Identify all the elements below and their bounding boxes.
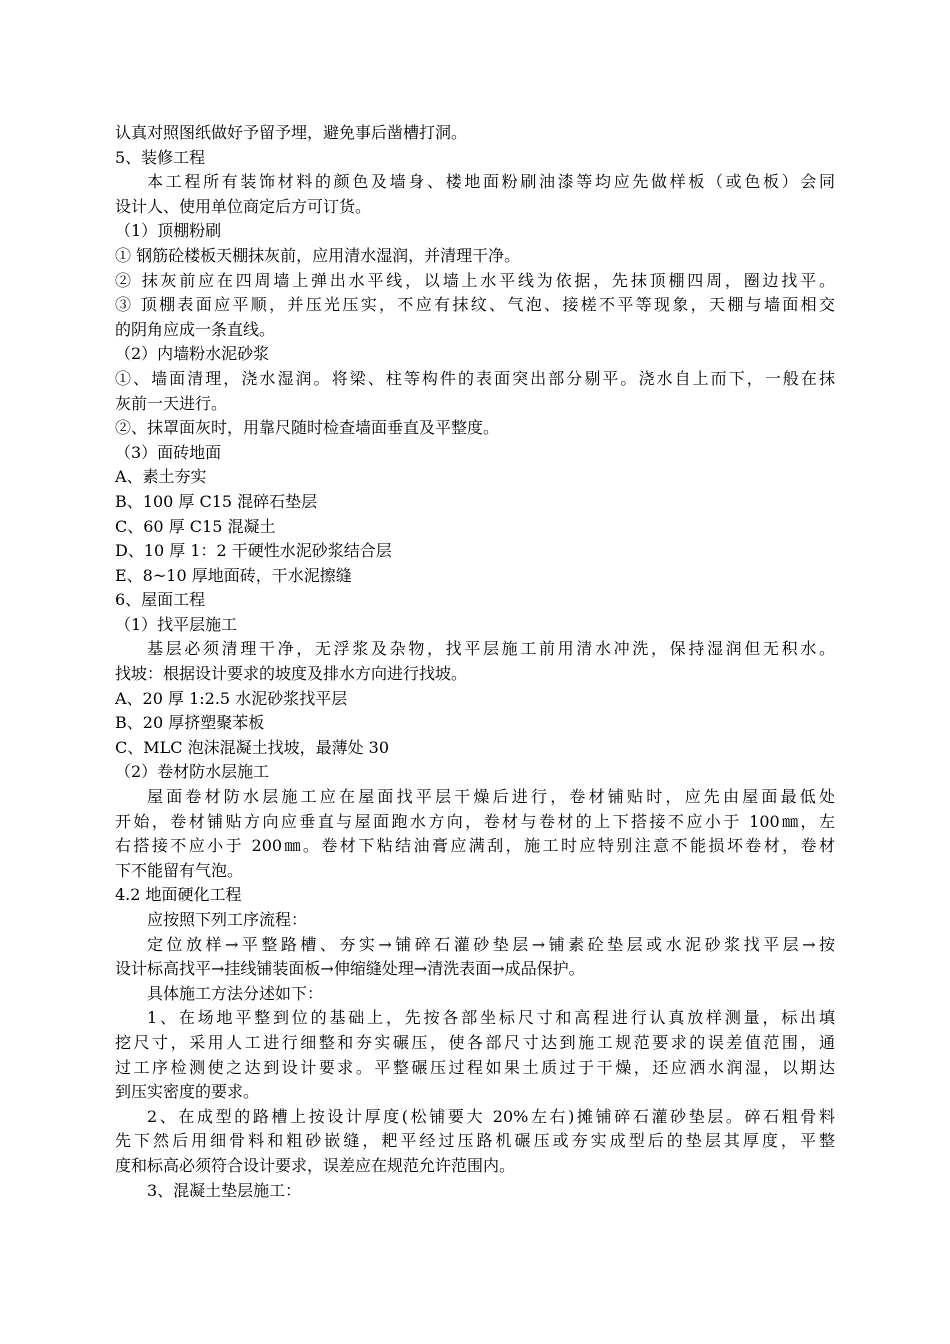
- text-line: D、10 厚 1：2 干硬性水泥砂浆结合层: [115, 541, 392, 561]
- text-line: E、8~10 厚地面砖，干水泥擦缝: [115, 565, 352, 585]
- text-line: B、20 厚挤塑聚苯板: [115, 713, 265, 733]
- text-line: 6、屋面工程: [115, 590, 206, 610]
- text-line: 右搭接不应小于 200㎜。卷材下粘结油膏应满刮，施工时应特别注意不能损坏卷材，卷材: [115, 836, 835, 856]
- text-line: （2）卷材防水层施工: [115, 762, 270, 782]
- text-line: ③ 顶棚表面应平顺，并压光压实，不应有抹纹、气泡、接槎不平等现象，天棚与墙面相交: [115, 295, 835, 315]
- text-line: （1）顶棚粉刷: [115, 221, 222, 241]
- text-line: 灰前一天进行。: [115, 393, 228, 413]
- text-line: C、MLC 泡沫混凝土找坡，最薄处 30: [115, 737, 390, 757]
- text-line: 先下然后用细骨料和粗砂嵌缝，耙平经过压路机碾压或夯实成型后的垫层其厚度，平整: [115, 1131, 835, 1151]
- text-line: ②、抹罩面灰时，用靠尺随时检查墙面垂直及平整度。: [115, 418, 500, 438]
- text-line: 3、混凝土垫层施工：: [147, 1180, 302, 1200]
- text-line: B、100 厚 C15 混碎石垫层: [115, 491, 318, 511]
- document-body: [115, 121, 835, 1203]
- text-line: 定位放样→平整路槽、夯实→铺碎石灌砂垫层→铺素砼垫层或水泥砂浆找平层→按: [147, 934, 835, 954]
- text-line: 2、在成型的路槽上按设计厚度(松铺要大 20%左右)摊铺碎石灌砂垫层。碎石粗骨料: [147, 1106, 835, 1126]
- text-line: 过工序检测使之达到设计要求。平整碾压过程如果土质过于干燥，还应洒水润湿，以期达: [115, 1057, 835, 1077]
- text-line: 4.2 地面硬化工程: [115, 885, 242, 905]
- text-line: 挖尺寸，采用人工进行细整和夯实碾压，使各部尺寸达到施工规范要求的误差值范围，通: [115, 1032, 835, 1052]
- text-line: 设计标高找平→挂线铺装面板→伸缩缝处理→清洗表面→成品保护。: [115, 959, 585, 979]
- text-line: A、20 厚 1:2.5 水泥砂浆找平层: [115, 688, 348, 708]
- text-line: 下不能留有气泡。: [115, 860, 244, 880]
- text-line: ② 抹灰前应在四周墙上弹出水平线，以墙上水平线为依据，先抹顶棚四周，圈边找平。: [115, 270, 835, 290]
- text-line: （3）面砖地面: [115, 442, 222, 462]
- text-line: ①、墙面清理，浇水湿润。将梁、柱等构件的表面突出部分剔平。浇水自上而下，一般在抹: [115, 368, 835, 388]
- text-line: 找坡：根据设计要求的坡度及排水方向进行找坡。: [115, 664, 468, 684]
- text-line: 度和标高必须符合设计要求，误差应在规范允许范围内。: [115, 1155, 516, 1175]
- text-line: C、60 厚 C15 混凝土: [115, 516, 276, 536]
- text-line: 开始，卷材铺贴方向应垂直与屋面跑水方向，卷材与卷材的上下搭接不应小于 100㎜，左: [115, 811, 835, 831]
- text-line: 本工程所有装饰材料的颜色及墙身、楼地面粉刷油漆等均应先做样板（或色板）会同: [147, 172, 835, 192]
- text-line: 屋面卷材防水层施工应在屋面找平层干燥后进行，卷材铺贴时，应先由屋面最低处: [147, 787, 835, 807]
- text-line: A、素土夯实: [115, 467, 207, 487]
- text-line: （1）找平层施工: [115, 614, 238, 634]
- text-line: 基层必须清理干净，无浮浆及杂物，找平层施工前用清水冲洗，保持湿润但无积水。: [147, 639, 835, 659]
- text-line: 认真对照图纸做好予留予埋，避免事后凿槽打洞。: [115, 123, 468, 142]
- text-line: 应按照下列工序流程：: [147, 910, 308, 929]
- text-line: 1、在场地平整到位的基础上，先按各部坐标尺寸和高程进行认真放样测量，标出填: [147, 1008, 835, 1028]
- text-line: 具体施工方法分述如下：: [147, 983, 324, 1003]
- text-line: ① 钢筋砼楼板天棚抹灰前，应用清水湿润，并清理干净。: [115, 245, 521, 265]
- text-line: 到压实密度的要求。: [115, 1082, 260, 1102]
- text-line: 设计人、使用单位商定后方可订货。: [115, 196, 372, 216]
- text-line: （2）内墙粉水泥砂浆: [115, 344, 270, 364]
- text-line: 5、装修工程: [115, 147, 206, 167]
- text-line: 的阴角应成一条直线。: [115, 319, 276, 339]
